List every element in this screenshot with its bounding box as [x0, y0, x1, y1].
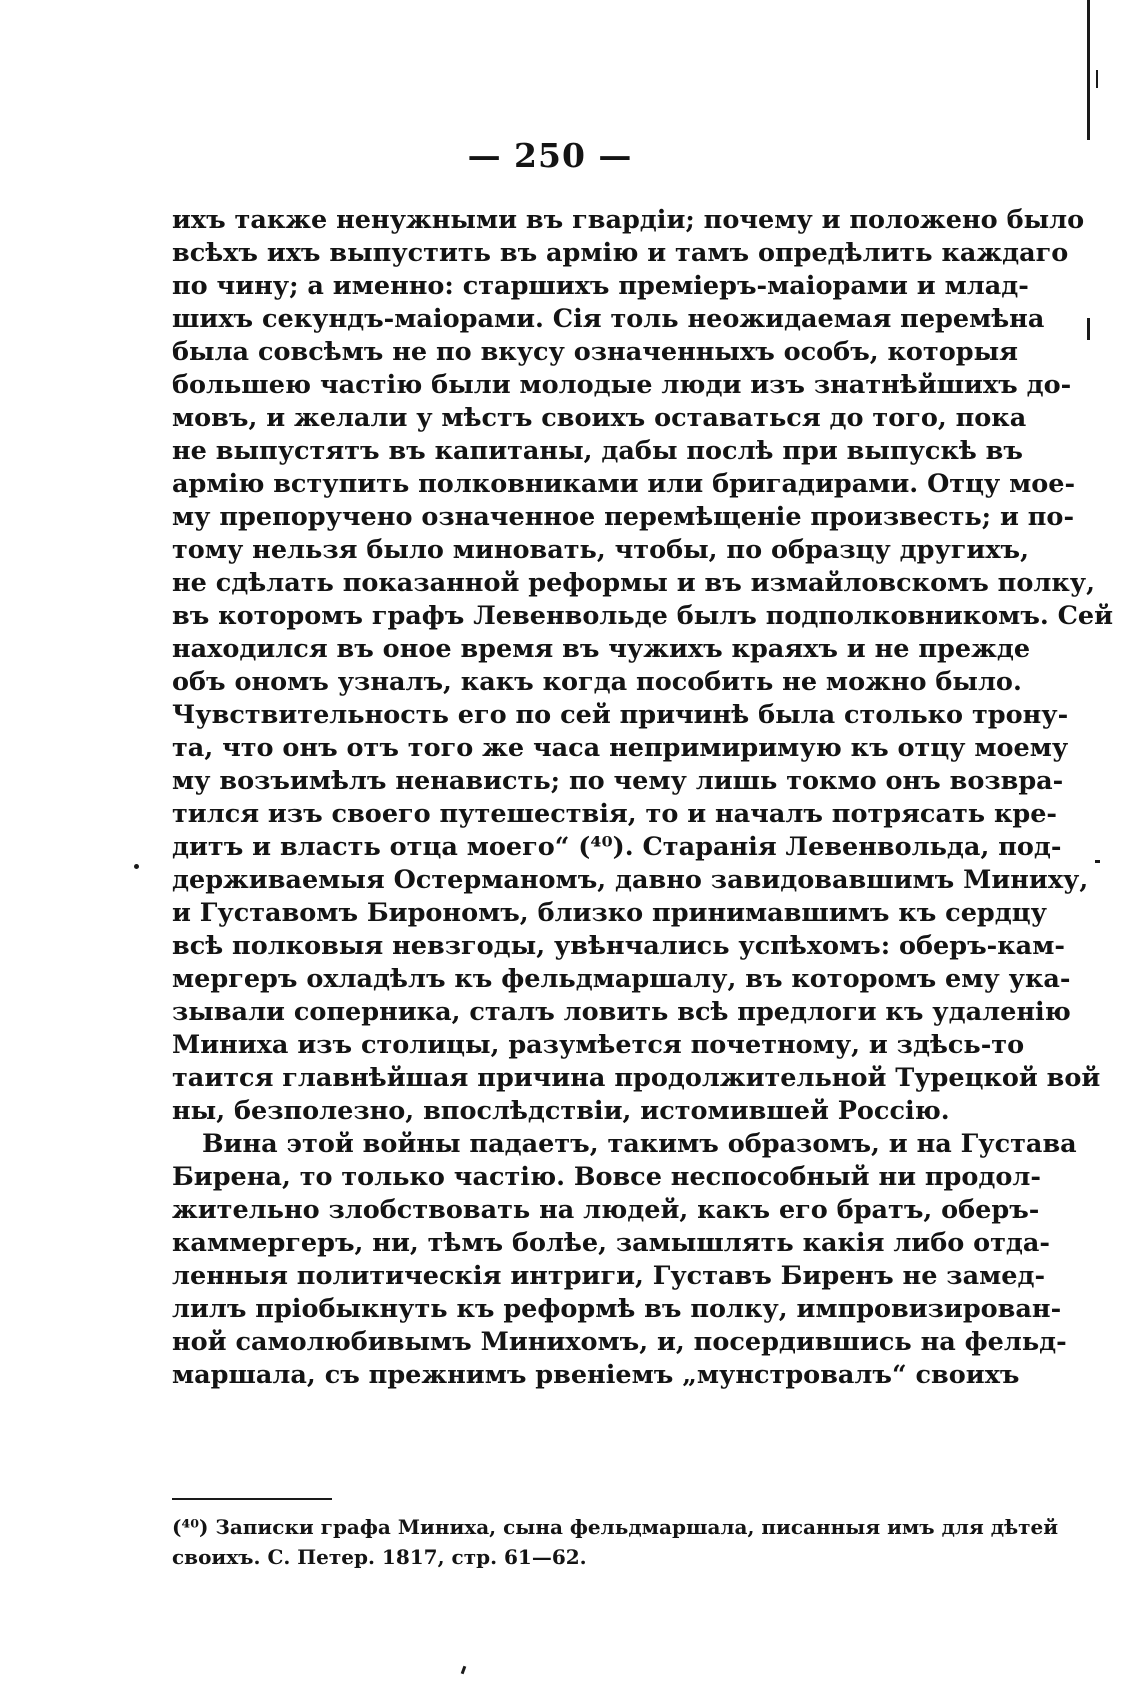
text-line: ны, безполезно, впослѣдствіи, истомившей Россію.: [172, 1096, 950, 1126]
text-line: та, что онъ отъ того же часа непримиримую къ отцу моему: [172, 733, 1069, 763]
footnote: [172, 1512, 1059, 1572]
text-line: каммергеръ, ни, тѣмъ болѣе, замышлять какія либо отда-: [172, 1228, 1051, 1258]
text-line: лилъ пріобыкнуть къ реформѣ въ полку, импровизирован-: [172, 1294, 1062, 1324]
text-line: держиваемыя Остерманомъ, давно завидовавшимъ Миниху,: [172, 865, 1089, 895]
text-line: всѣ полковыя невзгоды, увѣнчались успѣхомъ: оберъ-кам-: [172, 931, 1065, 961]
text-line: не сдѣлать показанной реформы и въ измайловскомъ полку,: [172, 568, 1095, 598]
text-line: и Густавомъ Бирономъ, близко принимавшимъ къ сердцу: [172, 898, 1047, 928]
text-line: му возъимѣлъ ненависть; по чему лишь токмо онъ возвра-: [172, 766, 1064, 796]
text-line: Вина этой войны падаетъ, такимъ образомъ, и на Густава: [202, 1129, 1077, 1159]
margin-dot: [134, 864, 139, 869]
body-text: [172, 204, 1114, 1392]
text-line: была совсѣмъ не по вкусу означенныхъ особъ, которыя: [172, 337, 1018, 367]
text-line: большею частію были молодые люди изъ знатнѣйшихъ до-: [172, 370, 1072, 400]
text-line: Чувствительность его по сей причинѣ была столько трону-: [172, 700, 1069, 730]
text-line: объ ономъ узналъ, какъ когда пособить не можно было.: [172, 667, 1022, 697]
text-line: всѣхъ ихъ выпустить въ армію и тамъ опредѣлить каждаго: [172, 238, 1069, 268]
text-line: жительно злобствовать на людей, какъ его братъ, оберъ-: [172, 1195, 1040, 1225]
footnote-line: своихъ. С. Петер. 1817, стр. 61—62.: [172, 1545, 587, 1569]
scan-edge-mark: [1087, 318, 1090, 340]
text-line: мергеръ охладѣлъ къ фельдмаршалу, въ которомъ ему ука-: [172, 964, 1071, 994]
text-line: тому нельзя было миновать, чтобы, по образцу другихъ,: [172, 535, 1029, 565]
text-line: находился въ оное время въ чужихъ краяхъ и не прежде: [172, 634, 1031, 664]
text-line: по чину; а именно: старшихъ преміеръ-маіорами и млад-: [172, 271, 1029, 301]
text-line: мовъ, и желали у мѣстъ своихъ оставаться до того, пока: [172, 403, 1027, 433]
text-line: не выпустятъ въ капитаны, дабы послѣ при выпускѣ въ: [172, 436, 1023, 466]
text-line: тился изъ своего путешествія, то и началъ потрясать кре-: [172, 799, 1058, 829]
scan-speck: [461, 1666, 467, 1675]
text-line: Миниха изъ столицы, разумѣется почетному, и здѣсь-то: [172, 1030, 1025, 1060]
text-line: таится главнѣйшая причина продолжительной Турецкой вой: [172, 1063, 1101, 1093]
text-line: му препоручено означенное перемѣщеніе произвесть; и по-: [172, 502, 1075, 532]
scan-edge-mark: [1096, 70, 1098, 88]
page-number: — 250 —: [467, 136, 633, 175]
text-line: шихъ секундъ-маіорами. Сія толь неожидаемая перемѣна: [172, 304, 1045, 334]
text-line: ихъ также ненужными въ гвардіи; почему и положено было: [172, 205, 1085, 235]
footnote-separator: [172, 1498, 332, 1500]
text-line: маршала, съ прежнимъ рвеніемъ „мунстровалъ“ своихъ: [172, 1360, 1020, 1390]
text-line: армію вступить полковниками или бригадирами. Отцу мое-: [172, 469, 1076, 499]
text-line: ленныя политическія интриги, Густавъ Биренъ не замед-: [172, 1261, 1046, 1291]
scan-edge-mark: [1087, 0, 1090, 140]
text-line: зывали соперника, сталъ ловить всѣ предлоги къ удаленію: [172, 997, 1071, 1027]
text-line: Бирена, то только частію. Вовсе неспособный ни продол-: [172, 1162, 1041, 1192]
footnote-line: (⁴⁰) Записки графа Миниха, сына фельдмаршала, писанныя имъ для дѣтей: [172, 1515, 1059, 1539]
text-line: въ которомъ графъ Левенвольде былъ подполковникомъ. Сей: [172, 601, 1114, 631]
scan-edge-mark: [1095, 860, 1100, 863]
text-line: дитъ и власть отца моего“ (⁴⁰). Старанія Левенвольда, под-: [172, 832, 1062, 862]
text-line: ной самолюбивымъ Минихомъ, и, посердившись на фельд-: [172, 1327, 1067, 1357]
